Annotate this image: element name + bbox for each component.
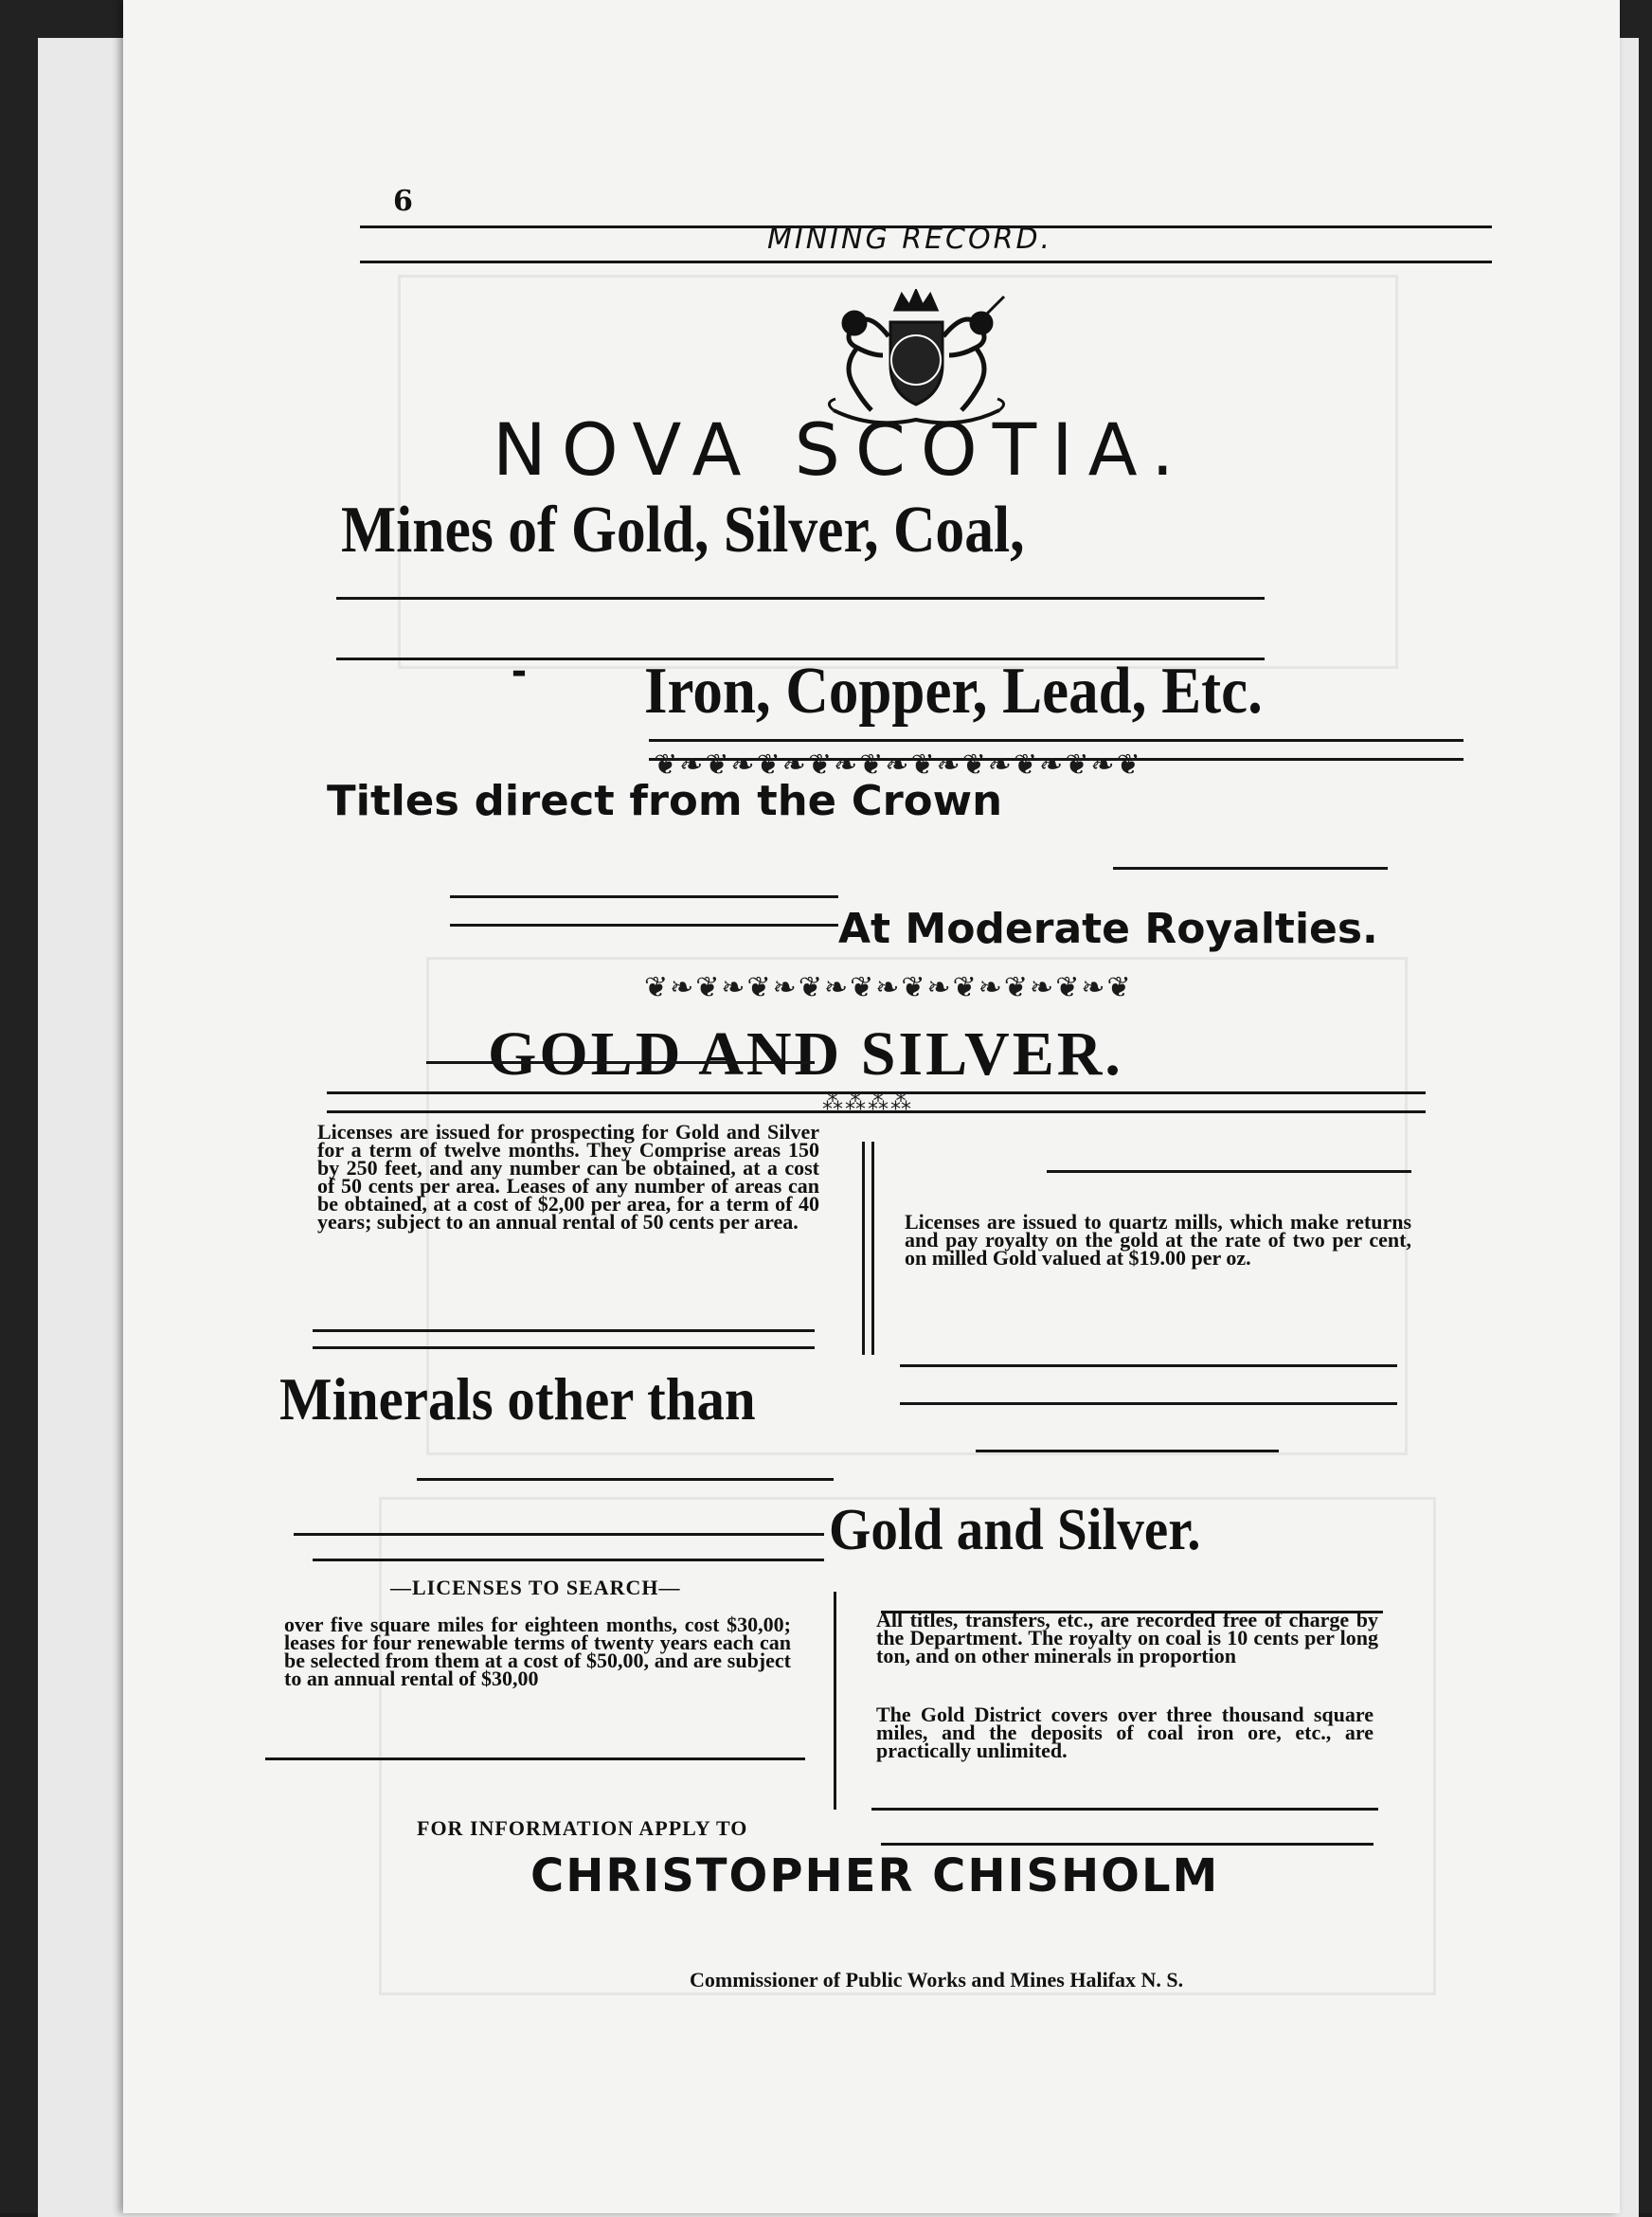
quartz-mills-text: Licenses are issued to quartz mills, which make returns and pay royalty on the gold at the rate of two per cent, on milled Gold valued at $19.00 per oz. <box>905 1210 1411 1270</box>
running-head: MINING RECORD. <box>767 223 1053 256</box>
column-rule <box>265 1757 805 1760</box>
licenses-to-search-text: over five square miles for eighteen months, cost $30,00; leases for four renewable terms of twenty years each can be selected from them at a cost of $50,00, and are subject to an annual rental of $30,00 <box>284 1613 791 1690</box>
iron-underline <box>649 739 1463 742</box>
header-rule <box>360 261 1492 263</box>
dash-mark: - <box>512 645 527 695</box>
column-rule <box>1047 1170 1411 1173</box>
titles-transfers-text: All titles, transfers, etc., are recorded free of charge by the Department. The royalty on coal is 10 cents per long ton, and on other minerals in proportion <box>876 1608 1378 1667</box>
small-ornament: ⁂⁂⁂⁂ <box>822 1091 913 1115</box>
minerals-rule <box>313 1559 824 1561</box>
column-rule <box>900 1364 1397 1367</box>
minerals-rule <box>976 1450 1279 1452</box>
titles-line: Titles direct from the Crown <box>327 777 1003 825</box>
licenses-heading: —LICENSES TO SEARCH— <box>390 1576 681 1599</box>
gold-silver-heading: GOLD AND SILVER. <box>488 1019 1123 1089</box>
column-divider <box>834 1592 836 1810</box>
minerals-heading: Minerals other than <box>279 1365 756 1433</box>
titles-rule <box>1113 867 1388 870</box>
ornament-divider: ❦❧❦❧❦❧❦❧❦❧❦❧❦❧❦❧❦❧❦ <box>654 748 1142 782</box>
contact-name: CHRISTOPHER CHISHOLM <box>530 1849 1220 1902</box>
minerals-rule <box>294 1533 824 1536</box>
column-rule <box>313 1329 815 1332</box>
advert-title: NOVA SCOTIA. <box>493 407 1190 492</box>
moderate-line: At Moderate Royalties. <box>838 905 1378 953</box>
moderate-rule <box>450 924 838 927</box>
commissioner-title: Commissioner of Public Works and Mines Halifax N. S. <box>690 1968 1184 1992</box>
minerals-rule <box>417 1478 834 1481</box>
column-rule <box>313 1346 815 1349</box>
column-rule <box>871 1808 1378 1811</box>
column-divider <box>871 1142 874 1355</box>
moderate-rule <box>450 895 838 898</box>
gold-silver-rule <box>426 1061 815 1064</box>
gold-district-text: The Gold District covers over three thousand square miles, and the deposits of coal iron ore, etc., are practically unlimited. <box>876 1703 1374 1762</box>
minerals-subheading: Gold and Silver. <box>829 1498 1201 1562</box>
iron-heading: Iron, Copper, Lead, Etc. <box>644 655 1263 728</box>
column-divider <box>862 1142 865 1355</box>
minerals-rule <box>900 1402 1397 1405</box>
mines-underline <box>336 597 1265 600</box>
column-rule <box>881 1843 1374 1846</box>
apply-line: FOR INFORMATION APPLY TO <box>417 1816 748 1840</box>
ornament-divider: ❦❧❦❧❦❧❦❧❦❧❦❧❦❧❦❧❦❧❦ <box>644 971 1133 1004</box>
page-number: 6 <box>393 185 413 218</box>
header-rule <box>360 225 1492 228</box>
gold-silver-licenses-text: Licenses are issued for prospecting for Gold and Silver for a term of twelve months. They Comprise areas 150 by 250 feet, and any number can be obtained, at a cost of 50 cents per area. Leases of any number of areas can be obtained, at a cost of $2,00 per area, for a term of 40 years; subject to an annual rental of 50 cents per area. <box>317 1120 819 1234</box>
mines-heading: Mines of Gold, Silver, Coal, <box>341 494 1025 567</box>
